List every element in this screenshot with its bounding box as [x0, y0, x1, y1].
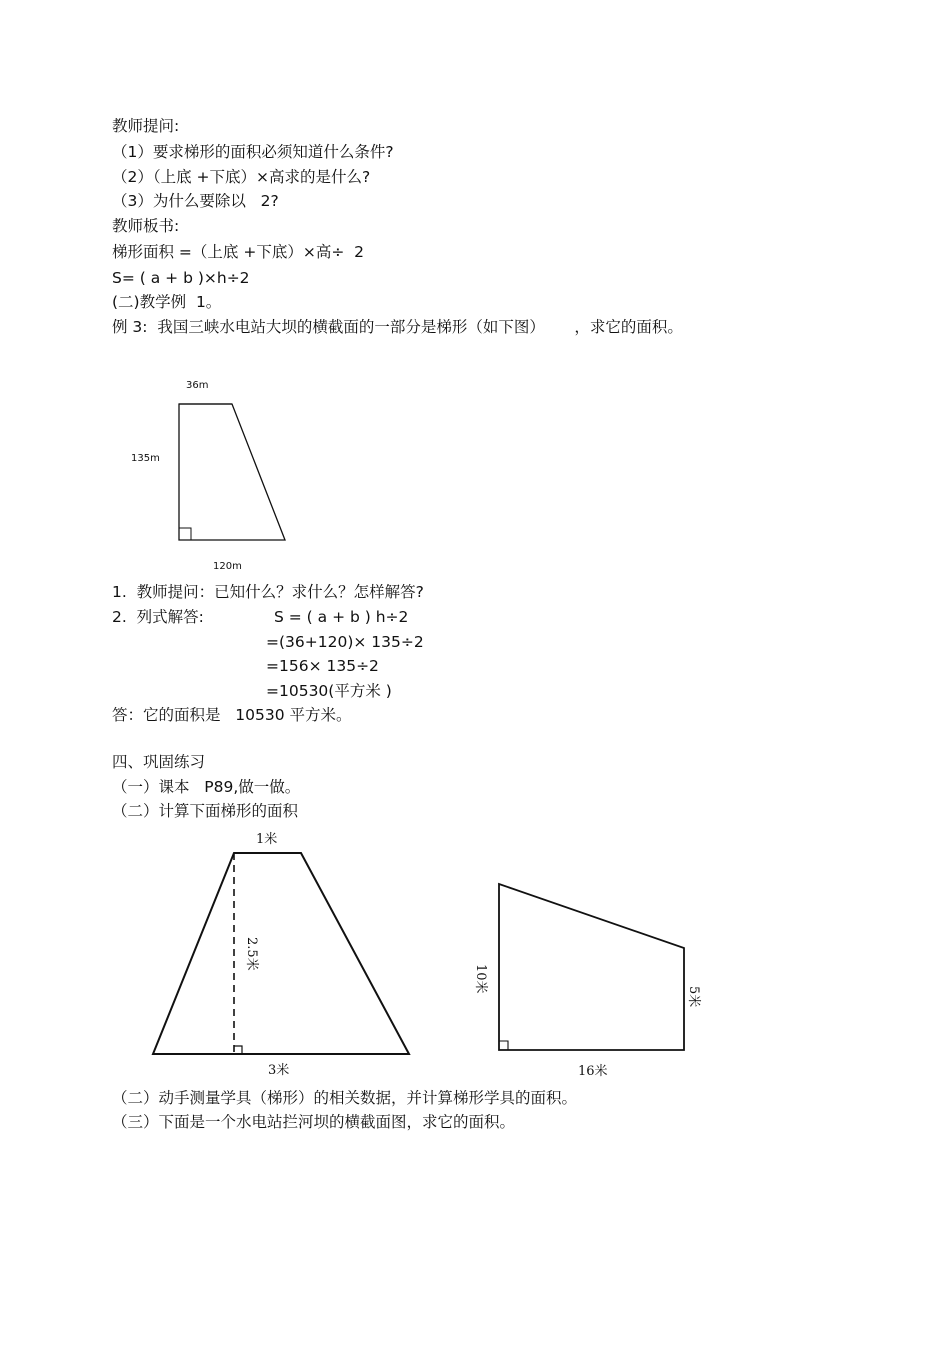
right-angle-mark [179, 528, 191, 540]
practice-item-3: （二）动手测量学具（梯形）的相关数据，并计算梯形学具的面积。 [112, 1089, 578, 1107]
bottom-base-label: 120m [213, 561, 242, 572]
question-3: （3）为什么要除以 2? [112, 192, 279, 210]
board-formula-text: 梯形面积 =（上底 +下底）×高÷ 2 [112, 243, 365, 261]
question-1: （1）要求梯形的面积必须知道什么条件? [112, 143, 394, 161]
height-label: 2.5米 [244, 937, 259, 971]
board-formula-symbol: S= ( a + b )×h÷2 [112, 269, 250, 287]
right-height-label: 5米 [686, 986, 701, 1008]
teacher-question-title: 教师提问: [112, 117, 180, 135]
right-angle-mark [499, 1041, 508, 1050]
solution-answer: 答：它的面积是 10530 平方米。 [112, 706, 352, 724]
example-intro: (二)教学例 1。 [112, 293, 222, 311]
solution-line-3: =156× 135÷2 [266, 657, 379, 675]
solution-step-2-label: 2. 列式解答: [112, 608, 204, 626]
practice-title: 四、巩固练习 [112, 753, 206, 771]
right-angle-mark [234, 1046, 242, 1054]
right-trapezoid-figure-3 [470, 870, 720, 1080]
practice-item-2: （二）计算下面梯形的面积 [112, 802, 299, 820]
bottom-base-label: 3米 [268, 1063, 290, 1078]
example-3: 例 3: 我国三峡水电站大坝的横截面的一部分是梯形（如下图） ，求它的面积。 [112, 318, 683, 336]
board-title: 教师板书: [112, 217, 180, 235]
trapezoid-shape [153, 853, 409, 1054]
solution-line-4: =10530(平方米 ) [266, 682, 392, 700]
top-base-label: 1米 [256, 832, 278, 847]
practice-item-4: （三）下面是一个水电站拦河坝的横截面图，求它的面积。 [112, 1113, 516, 1131]
trapezoid-shape [179, 404, 285, 540]
top-base-label: 36m [186, 380, 209, 391]
solution-line-2: =(36+120)× 135÷2 [266, 633, 424, 651]
trapezoid-shape [499, 884, 684, 1050]
question-2: （2）（上底 +下底）×高求的是什么? [112, 168, 371, 186]
solution-step-1: 1. 教师提问：已知什么？求什么？怎样解答? [112, 583, 424, 601]
height-label: 135m [131, 453, 160, 464]
dam-trapezoid-figure [120, 370, 320, 580]
left-height-label: 10米 [473, 964, 488, 994]
trapezoid-figure-2 [140, 825, 430, 1085]
practice-item-1: （一）课本 P89,做一做。 [112, 778, 301, 796]
solution-line-1: S = ( a + b ) h÷2 [274, 608, 409, 626]
bottom-base-label: 16米 [578, 1064, 608, 1079]
